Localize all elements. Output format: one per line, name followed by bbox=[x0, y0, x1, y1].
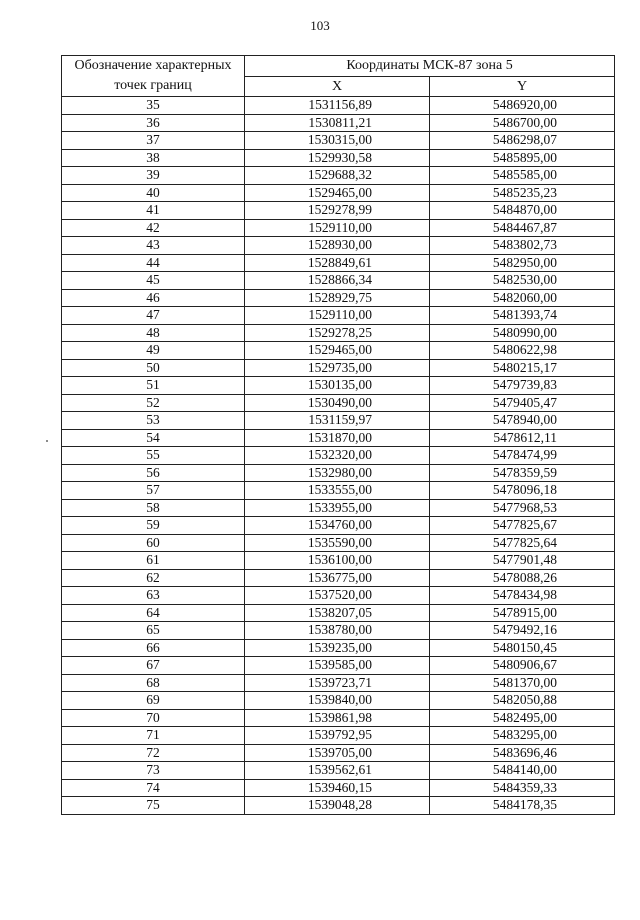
table-row bbox=[62, 184, 615, 202]
y-coordinate-cell: 5484870,00 bbox=[430, 202, 615, 220]
y-coordinate-cell: 5485895,00 bbox=[430, 149, 615, 167]
y-coordinate-cell: 5480150,45 bbox=[430, 639, 615, 657]
point-id-cell: 63 bbox=[62, 587, 245, 605]
table-row bbox=[62, 359, 615, 377]
point-id-cell: 50 bbox=[62, 359, 245, 377]
x-coordinate-cell: 1528930,00 bbox=[245, 237, 430, 255]
x-coordinate-cell: 1529110,00 bbox=[245, 219, 430, 237]
y-column-header: Y bbox=[430, 76, 615, 97]
y-coordinate-cell: 5482530,00 bbox=[430, 272, 615, 290]
x-coordinate-cell: 1529110,00 bbox=[245, 307, 430, 325]
point-id-cell: 57 bbox=[62, 482, 245, 500]
point-id-cell: 36 bbox=[62, 114, 245, 132]
y-coordinate-cell: 5478915,00 bbox=[430, 604, 615, 622]
x-coordinate-cell: 1532320,00 bbox=[245, 447, 430, 465]
table-row bbox=[62, 674, 615, 692]
table-row bbox=[62, 762, 615, 780]
point-id-cell: 49 bbox=[62, 342, 245, 360]
table-row bbox=[62, 569, 615, 587]
x-coordinate-cell: 1539585,00 bbox=[245, 657, 430, 675]
x-coordinate-cell: 1539235,00 bbox=[245, 639, 430, 657]
table-row bbox=[62, 639, 615, 657]
y-coordinate-cell: 5478096,18 bbox=[430, 482, 615, 500]
table-row bbox=[62, 604, 615, 622]
point-id-cell: 44 bbox=[62, 254, 245, 272]
point-id-cell: 58 bbox=[62, 499, 245, 517]
coordinates-group-header: Координаты МСК-87 зона 5 bbox=[245, 56, 615, 77]
y-coordinate-cell: 5486920,00 bbox=[430, 97, 615, 115]
y-coordinate-cell: 5483802,73 bbox=[430, 237, 615, 255]
point-id-cell: 69 bbox=[62, 692, 245, 710]
y-coordinate-cell: 5482950,00 bbox=[430, 254, 615, 272]
point-id-cell: 62 bbox=[62, 569, 245, 587]
table-row bbox=[62, 779, 615, 797]
point-id-cell: 73 bbox=[62, 762, 245, 780]
table-body bbox=[62, 97, 615, 815]
point-id-cell: 40 bbox=[62, 184, 245, 202]
y-coordinate-cell: 5477825,64 bbox=[430, 534, 615, 552]
table-row bbox=[62, 272, 615, 290]
x-coordinate-cell: 1529278,25 bbox=[245, 324, 430, 342]
point-id-cell: 72 bbox=[62, 744, 245, 762]
y-coordinate-cell: 5478612,11 bbox=[430, 429, 615, 447]
x-coordinate-cell: 1539562,61 bbox=[245, 762, 430, 780]
table-row bbox=[62, 114, 615, 132]
y-coordinate-cell: 5479739,83 bbox=[430, 377, 615, 395]
y-coordinate-cell: 5480906,67 bbox=[430, 657, 615, 675]
x-coordinate-cell: 1539861,98 bbox=[245, 709, 430, 727]
x-coordinate-cell: 1529465,00 bbox=[245, 342, 430, 360]
point-id-cell: 61 bbox=[62, 552, 245, 570]
table-row bbox=[62, 237, 615, 255]
x-coordinate-cell: 1529735,00 bbox=[245, 359, 430, 377]
table-row bbox=[62, 412, 615, 430]
x-coordinate-cell: 1534760,00 bbox=[245, 517, 430, 535]
coordinates-table bbox=[61, 55, 615, 815]
x-coordinate-cell: 1539840,00 bbox=[245, 692, 430, 710]
point-id-cell: 66 bbox=[62, 639, 245, 657]
y-coordinate-cell: 5481393,74 bbox=[430, 307, 615, 325]
point-id-cell: 41 bbox=[62, 202, 245, 220]
point-id-cell: 38 bbox=[62, 149, 245, 167]
point-id-cell: 53 bbox=[62, 412, 245, 430]
y-coordinate-cell: 5485585,00 bbox=[430, 167, 615, 185]
y-coordinate-cell: 5484140,00 bbox=[430, 762, 615, 780]
y-coordinate-cell: 5484359,33 bbox=[430, 779, 615, 797]
table-row bbox=[62, 692, 615, 710]
x-coordinate-cell: 1528866,34 bbox=[245, 272, 430, 290]
y-coordinate-cell: 5478474,99 bbox=[430, 447, 615, 465]
y-coordinate-cell: 5482495,00 bbox=[430, 709, 615, 727]
table-row bbox=[62, 744, 615, 762]
x-coordinate-cell: 1530135,00 bbox=[245, 377, 430, 395]
table-row bbox=[62, 517, 615, 535]
point-id-cell: 42 bbox=[62, 219, 245, 237]
y-coordinate-cell: 5481370,00 bbox=[430, 674, 615, 692]
table-row bbox=[62, 482, 615, 500]
y-coordinate-cell: 5483295,00 bbox=[430, 727, 615, 745]
table-row bbox=[62, 447, 615, 465]
x-coordinate-cell: 1528929,75 bbox=[245, 289, 430, 307]
table-row bbox=[62, 499, 615, 517]
x-coordinate-cell: 1531156,89 bbox=[245, 97, 430, 115]
x-coordinate-cell: 1531870,00 bbox=[245, 429, 430, 447]
x-coordinate-cell: 1539723,71 bbox=[245, 674, 430, 692]
point-id-cell: 46 bbox=[62, 289, 245, 307]
x-column-header: X bbox=[245, 76, 430, 97]
x-coordinate-cell: 1529688,32 bbox=[245, 167, 430, 185]
table-row bbox=[62, 727, 615, 745]
point-id-cell: 65 bbox=[62, 622, 245, 640]
y-coordinate-cell: 5480990,00 bbox=[430, 324, 615, 342]
y-coordinate-cell: 5486700,00 bbox=[430, 114, 615, 132]
y-coordinate-cell: 5477825,67 bbox=[430, 517, 615, 535]
table-row bbox=[62, 622, 615, 640]
x-coordinate-cell: 1539460,15 bbox=[245, 779, 430, 797]
x-coordinate-cell: 1539792,95 bbox=[245, 727, 430, 745]
x-coordinate-cell: 1530811,21 bbox=[245, 114, 430, 132]
point-id-cell: 67 bbox=[62, 657, 245, 675]
x-coordinate-cell: 1529278,99 bbox=[245, 202, 430, 220]
x-coordinate-cell: 1537520,00 bbox=[245, 587, 430, 605]
table-row bbox=[62, 429, 615, 447]
point-id-cell: 74 bbox=[62, 779, 245, 797]
point-id-cell: 43 bbox=[62, 237, 245, 255]
page-number: 103 bbox=[310, 18, 330, 33]
y-coordinate-cell: 5485235,23 bbox=[430, 184, 615, 202]
y-coordinate-cell: 5480215,17 bbox=[430, 359, 615, 377]
y-coordinate-cell: 5486298,07 bbox=[430, 132, 615, 150]
x-coordinate-cell: 1533555,00 bbox=[245, 482, 430, 500]
table-row bbox=[62, 97, 615, 115]
point-id-cell: 56 bbox=[62, 464, 245, 482]
scan-speck bbox=[46, 440, 48, 442]
table-row bbox=[62, 587, 615, 605]
x-coordinate-cell: 1533955,00 bbox=[245, 499, 430, 517]
x-coordinate-cell: 1538207,05 bbox=[245, 604, 430, 622]
y-coordinate-cell: 5477968,53 bbox=[430, 499, 615, 517]
point-id-cell: 39 bbox=[62, 167, 245, 185]
x-coordinate-cell: 1536775,00 bbox=[245, 569, 430, 587]
point-id-cell: 59 bbox=[62, 517, 245, 535]
x-coordinate-cell: 1539048,28 bbox=[245, 797, 430, 815]
table-row bbox=[62, 149, 615, 167]
table-row bbox=[62, 657, 615, 675]
points-column-header: Обозначение характерных точек границ bbox=[62, 56, 245, 97]
x-coordinate-cell: 1532980,00 bbox=[245, 464, 430, 482]
table-row bbox=[62, 394, 615, 412]
table-row bbox=[62, 324, 615, 342]
table-row bbox=[62, 307, 615, 325]
table-row bbox=[62, 709, 615, 727]
point-id-cell: 35 bbox=[62, 97, 245, 115]
point-id-cell: 55 bbox=[62, 447, 245, 465]
table-row bbox=[62, 132, 615, 150]
table-row bbox=[62, 534, 615, 552]
point-id-cell: 37 bbox=[62, 132, 245, 150]
y-coordinate-cell: 5482050,88 bbox=[430, 692, 615, 710]
table-row bbox=[62, 377, 615, 395]
point-id-cell: 64 bbox=[62, 604, 245, 622]
y-coordinate-cell: 5478088,26 bbox=[430, 569, 615, 587]
x-coordinate-cell: 1536100,00 bbox=[245, 552, 430, 570]
table-row bbox=[62, 797, 615, 815]
y-coordinate-cell: 5479405,47 bbox=[430, 394, 615, 412]
x-coordinate-cell: 1531159,97 bbox=[245, 412, 430, 430]
point-id-cell: 45 bbox=[62, 272, 245, 290]
point-id-cell: 47 bbox=[62, 307, 245, 325]
x-coordinate-cell: 1528849,61 bbox=[245, 254, 430, 272]
x-coordinate-cell: 1529930,58 bbox=[245, 149, 430, 167]
x-coordinate-cell: 1530315,00 bbox=[245, 132, 430, 150]
point-id-cell: 48 bbox=[62, 324, 245, 342]
y-coordinate-cell: 5480622,98 bbox=[430, 342, 615, 360]
y-coordinate-cell: 5484467,87 bbox=[430, 219, 615, 237]
point-id-cell: 52 bbox=[62, 394, 245, 412]
y-coordinate-cell: 5478434,98 bbox=[430, 587, 615, 605]
y-coordinate-cell: 5477901,48 bbox=[430, 552, 615, 570]
x-coordinate-cell: 1538780,00 bbox=[245, 622, 430, 640]
point-id-cell: 75 bbox=[62, 797, 245, 815]
y-coordinate-cell: 5483696,46 bbox=[430, 744, 615, 762]
point-id-cell: 51 bbox=[62, 377, 245, 395]
point-id-cell: 60 bbox=[62, 534, 245, 552]
y-coordinate-cell: 5478359,59 bbox=[430, 464, 615, 482]
point-id-cell: 54 bbox=[62, 429, 245, 447]
y-coordinate-cell: 5482060,00 bbox=[430, 289, 615, 307]
y-coordinate-cell: 5478940,00 bbox=[430, 412, 615, 430]
table-row bbox=[62, 219, 615, 237]
table-row bbox=[62, 464, 615, 482]
table-row bbox=[62, 202, 615, 220]
point-id-cell: 71 bbox=[62, 727, 245, 745]
y-coordinate-cell: 5484178,35 bbox=[430, 797, 615, 815]
table-row bbox=[62, 552, 615, 570]
x-coordinate-cell: 1529465,00 bbox=[245, 184, 430, 202]
point-id-cell: 68 bbox=[62, 674, 245, 692]
table-row bbox=[62, 289, 615, 307]
point-id-cell: 70 bbox=[62, 709, 245, 727]
table-row bbox=[62, 342, 615, 360]
table-row bbox=[62, 167, 615, 185]
y-coordinate-cell: 5479492,16 bbox=[430, 622, 615, 640]
x-coordinate-cell: 1535590,00 bbox=[245, 534, 430, 552]
table-header bbox=[62, 56, 615, 97]
x-coordinate-cell: 1530490,00 bbox=[245, 394, 430, 412]
table-row bbox=[62, 254, 615, 272]
x-coordinate-cell: 1539705,00 bbox=[245, 744, 430, 762]
